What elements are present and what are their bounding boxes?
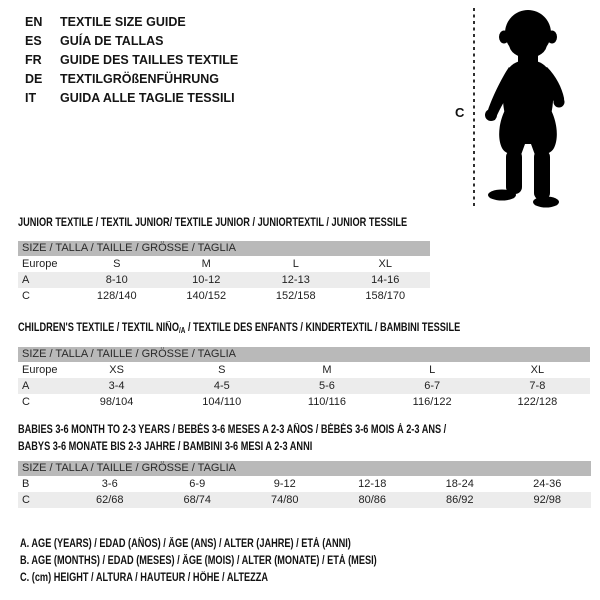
table-cell: 9-12	[273, 478, 296, 490]
children-section-title	[18, 320, 571, 339]
table-cell: 12-18	[358, 478, 387, 490]
table-cell: 5-6	[274, 378, 379, 394]
legend-line-b	[20, 553, 466, 570]
table-cell: S	[218, 364, 226, 376]
table-cell: 10-12	[162, 272, 252, 288]
table-cell: 4-5	[169, 378, 274, 394]
children-section-title-text	[18, 320, 460, 339]
row-label: A	[18, 378, 64, 394]
legend-line-a	[20, 536, 466, 553]
table-cell: 140/152	[186, 290, 227, 302]
legend-line-c-text: C. (cm) HEIGHT / ALTURA / HAUTEUR / HÖHE / ALTEZZA	[20, 572, 269, 584]
baby-silhouette-icon	[478, 6, 570, 208]
table-row-a	[18, 378, 590, 394]
row-label: B	[22, 478, 30, 490]
lang-code: EN	[25, 15, 43, 29]
lang-title: TEXTILGRÖßENFÜHRUNG	[60, 72, 220, 86]
lang-row-en	[25, 13, 238, 32]
table-cell: L	[292, 258, 299, 270]
table-cell: 116/122	[412, 396, 452, 408]
babies-section-title	[18, 422, 553, 456]
lang-title: GUIDE DES TAILLES TEXTILE	[60, 53, 239, 67]
legend-line-a-text: A. AGE (YEARS) / EDAD (AÑOS) / ÂGE (ANS) / ALTER (JAHRE) / ETÀ (ANNI)	[20, 538, 351, 550]
lang-row-it	[25, 89, 238, 108]
table-cell: 122/128	[517, 396, 558, 408]
row-label: C	[22, 290, 30, 302]
row-label: Europe	[22, 364, 58, 376]
children-size-table	[18, 347, 590, 410]
size-header-label: SIZE / TALLA / TAILLE / GRÖSSE / TAGLIA	[18, 347, 590, 362]
table-cell: 92/98	[504, 492, 592, 508]
table-cell: 104/110	[202, 396, 242, 408]
size-header-bar	[18, 241, 430, 256]
lang-row-es	[25, 32, 238, 51]
junior-size-table	[18, 241, 430, 304]
table-cell: 12-13	[251, 272, 341, 288]
legend-line-b-text: B. AGE (MONTHS) / EDAD (MESES) / ÂGE (MOIS) / ALTER (MONATE) / ETÀ (MESI)	[20, 555, 377, 567]
table-row-c	[18, 394, 590, 410]
table-cell: 3-6	[101, 478, 118, 490]
table-cell: M	[201, 258, 211, 270]
junior-section-title-text: JUNIOR TEXTILE / TEXTIL JUNIOR/ TEXTILE JUNIOR / JUNIORTEXTIL / JUNIOR TESSILE	[18, 217, 408, 229]
table-cell: S	[113, 258, 121, 270]
size-header-bar	[18, 461, 591, 476]
table-cell: 152/158	[275, 290, 316, 302]
measurement-legend	[20, 536, 466, 587]
row-label: C	[22, 396, 30, 408]
table-cell: 24-36	[533, 478, 562, 490]
table-cell: 110/116	[307, 396, 347, 408]
language-title-list	[25, 13, 238, 108]
table-cell: 74/80	[241, 492, 329, 508]
table-cell: 6-7	[380, 378, 485, 394]
table-cell: 18-24	[445, 478, 474, 490]
table-cell: 3-4	[64, 378, 169, 394]
table-cell: M	[322, 364, 332, 376]
size-header-label: SIZE / TALLA / TAILLE / GRÖSSE / TAGLIA	[18, 461, 591, 476]
lang-title: TEXTILE SIZE GUIDE	[60, 15, 186, 29]
table-row-c	[18, 492, 591, 508]
children-title-subscript: /A	[178, 326, 186, 335]
table-cell: 62/68	[66, 492, 154, 508]
lang-row-de	[25, 70, 238, 89]
row-label: Europe	[22, 258, 58, 270]
junior-section-title	[18, 215, 504, 232]
babies-title-line1: BABIES 3-6 MONTH TO 2-3 YEARS / BEBÉS 3-6 MESES A 2-3 AÑOS / BÉBÉS 3-6 MOIS À 2-3 ANS /	[18, 424, 447, 436]
table-cell: L	[429, 364, 436, 376]
table-cell: 68/74	[154, 492, 242, 508]
height-dotted-line	[473, 8, 475, 208]
table-cell: 158/170	[365, 290, 406, 302]
table-cell: 14-16	[341, 272, 431, 288]
babies-size-table	[18, 461, 591, 508]
lang-code: IT	[25, 91, 37, 105]
table-cell: XS	[109, 364, 124, 376]
table-cell: 128/140	[96, 290, 137, 302]
table-row-europe	[18, 256, 430, 272]
lang-row-fr	[25, 51, 238, 70]
children-title-post: / TEXTILE DES ENFANTS / KINDERTEXTIL / BAMBINI TESSILE	[185, 322, 461, 334]
lang-code: ES	[25, 34, 42, 48]
legend-line-c	[20, 570, 466, 587]
lang-title: GUIDA ALLE TAGLIE TESSILI	[60, 91, 235, 105]
table-row-b	[18, 476, 591, 492]
lang-code: DE	[25, 72, 43, 86]
babies-title-line2: BABYS 3-6 MONATE BIS 2-3 JAHRE / BAMBINI 3-6 MESI A 2-3 ANNI	[18, 441, 313, 453]
table-row-a	[18, 272, 430, 288]
table-row-c	[18, 288, 430, 304]
table-cell: 86/92	[416, 492, 504, 508]
table-cell: 98/104	[99, 396, 134, 408]
height-c-label: C	[455, 105, 465, 120]
row-label: C	[18, 492, 66, 508]
size-header-bar	[18, 347, 590, 362]
row-label: A	[18, 272, 72, 288]
table-row-europe	[18, 362, 590, 378]
table-cell: 8-10	[72, 272, 162, 288]
size-header-label: SIZE / TALLA / TAILLE / GRÖSSE / TAGLIA	[18, 241, 430, 256]
lang-code: FR	[25, 53, 42, 67]
lang-title: GUÍA DE TALLAS	[60, 34, 164, 48]
table-cell: 80/86	[329, 492, 417, 508]
table-cell: XL	[378, 258, 392, 270]
table-cell: XL	[530, 364, 545, 376]
table-cell: 7-8	[485, 378, 590, 394]
table-cell: 6-9	[189, 478, 206, 490]
children-title-pre: CHILDREN'S TEXTILE / TEXTIL NIÑO	[18, 322, 179, 334]
